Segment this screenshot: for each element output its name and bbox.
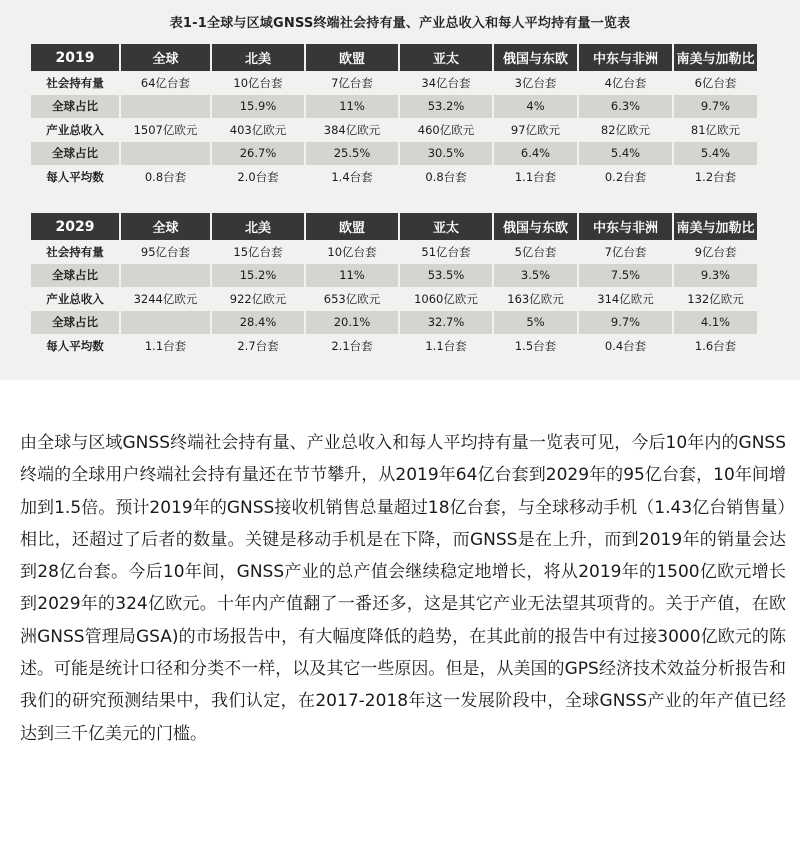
column-header: 亚太 bbox=[400, 44, 492, 71]
table-cell: 384亿欧元 bbox=[323, 122, 381, 137]
table-cell: 922亿欧元 bbox=[229, 291, 287, 306]
column-header: 俄国与东欧 bbox=[494, 44, 577, 71]
row-label: 产业总收入 bbox=[46, 122, 104, 137]
table-cell: 97亿欧元 bbox=[510, 122, 561, 137]
table-cell: 2.0台套 bbox=[237, 169, 279, 184]
table-cell: 81亿欧元 bbox=[690, 122, 741, 137]
table-cell: 7亿台套 bbox=[331, 75, 373, 90]
column-header: 俄国与东欧 bbox=[494, 213, 577, 240]
table-cell: 0.8台套 bbox=[425, 169, 467, 184]
table-cell: 28.4% bbox=[212, 311, 304, 335]
table-cell: 51亿台套 bbox=[421, 244, 471, 259]
table-cell bbox=[121, 264, 210, 288]
row-label: 社会持有量 bbox=[46, 75, 104, 90]
table-cell: 4% bbox=[494, 95, 577, 119]
table-cell: 15.9% bbox=[212, 95, 304, 119]
table-cell: 64亿台套 bbox=[140, 75, 191, 90]
table-cell bbox=[121, 311, 210, 335]
table-cell: 95亿台套 bbox=[140, 244, 191, 259]
table-row bbox=[31, 240, 757, 264]
row-label: 每人平均数 bbox=[46, 338, 104, 353]
table-cell: 403亿欧元 bbox=[229, 122, 287, 137]
row-label: 每人平均数 bbox=[46, 169, 104, 184]
column-header: 南美与加勒比 bbox=[674, 213, 757, 240]
year-cell: 2029 bbox=[31, 213, 119, 240]
table-cell: 3244亿欧元 bbox=[133, 291, 198, 306]
row-label: 全球占比 bbox=[31, 311, 119, 335]
table-cell: 0.8台套 bbox=[144, 169, 187, 184]
table-cell: 9亿台套 bbox=[694, 244, 737, 259]
table-cell: 10亿台套 bbox=[327, 244, 377, 259]
table-cell: 1060亿欧元 bbox=[414, 291, 478, 306]
table-cell: 30.5% bbox=[400, 142, 492, 166]
column-header: 全球 bbox=[121, 213, 210, 240]
table-cell: 11% bbox=[306, 95, 398, 119]
table-cell: 6.4% bbox=[494, 142, 577, 166]
table-cell: 34亿台套 bbox=[421, 75, 471, 90]
table-cell: 20.1% bbox=[306, 311, 398, 335]
table-cell: 82亿欧元 bbox=[600, 122, 651, 137]
column-header: 欧盟 bbox=[306, 44, 398, 71]
table-cell: 5.4% bbox=[579, 142, 672, 166]
table-cell: 15亿台套 bbox=[233, 244, 283, 259]
table-cell: 314亿欧元 bbox=[597, 291, 654, 306]
table-cell: 6.3% bbox=[579, 95, 672, 119]
table-cell: 1.6台套 bbox=[694, 338, 737, 353]
table-cell: 5% bbox=[494, 311, 577, 335]
table-cell: 3.5% bbox=[494, 264, 577, 288]
table-cell: 4亿台套 bbox=[604, 75, 647, 90]
table-cell: 9.7% bbox=[674, 95, 757, 119]
table-row bbox=[31, 95, 757, 119]
table-cell: 1.1台套 bbox=[425, 338, 467, 353]
table-cell: 1.2台套 bbox=[694, 169, 737, 184]
table-cell: 32.7% bbox=[400, 311, 492, 335]
table-cell: 4.1% bbox=[674, 311, 757, 335]
table-cell: 5.4% bbox=[674, 142, 757, 166]
table-cell: 7.5% bbox=[579, 264, 672, 288]
table-cell: 3亿台套 bbox=[514, 75, 557, 90]
table-cell: 26.7% bbox=[212, 142, 304, 166]
table-cell: 460亿欧元 bbox=[417, 122, 475, 137]
table-photo bbox=[0, 0, 800, 380]
row-label: 全球占比 bbox=[31, 142, 119, 166]
table-cell bbox=[121, 95, 210, 119]
article-paragraph: 由全球与区域GNSS终端社会持有量、产业总收入和每人平均持有量一览表可见，今后10年内的GNSS终端的全球用户终端社会持有量还在节节攀升，从2019年64亿台套到2029年的95亿台套，10年间增加到1.5倍。预计2019年的GNSS接收机销售总量超过18亿台套，与全球移动手机（1.43亿台销售量）相比，还超过了后者的数量。关键是移动手机是在下降，而GNSS是在上升，而到2019年的销量会达到28亿台套。今后10年间，GNSS产业的总产值会继续稳定地增长，将从2019年的1500亿欧元增长到2029年的324亿欧元。十年内产值翻了一番还多，这是其它产业无法望其项背的。关于产值，在欧洲GNSS管理局GSA)的市场报告中，有大幅度降低的趋势，在其此前的报告中有过接3000亿欧元的陈述。可能是统计口径和分类不一样，以及其它一些原因。但是，从美国的GPS经济技术效益分析报告和我们的研究预测结果中，我们认定，在2017-2018年这一发展阶段中，全球GNSS产业的年产值已经达到三千亿美元的门槛。 bbox=[20, 433, 786, 744]
table-cell: 1507亿欧元 bbox=[133, 122, 198, 137]
table-cell bbox=[121, 142, 210, 166]
table-row bbox=[31, 287, 757, 311]
table-cell: 1.4台套 bbox=[331, 169, 373, 184]
column-header: 全球 bbox=[121, 44, 210, 71]
table-cell: 25.5% bbox=[306, 142, 398, 166]
table-cell: 1.1台套 bbox=[144, 338, 187, 353]
table-row bbox=[31, 118, 757, 142]
column-header: 南美与加勒比 bbox=[674, 44, 757, 71]
table-cell: 5亿台套 bbox=[514, 244, 557, 259]
gnss-table-2029 bbox=[29, 213, 759, 358]
column-header: 中东与非洲 bbox=[579, 213, 672, 240]
table-cell: 132亿欧元 bbox=[687, 291, 744, 306]
table-cell: 2.1台套 bbox=[331, 338, 373, 353]
table-title: 表1-1全球与区域GNSS终端社会持有量、产业总收入和每人平均持有量一览表 bbox=[169, 16, 631, 31]
table-cell: 1.1台套 bbox=[514, 169, 557, 184]
table-header-row bbox=[31, 44, 757, 71]
table-cell: 9.7% bbox=[579, 311, 672, 335]
table-cell: 53.2% bbox=[400, 95, 492, 119]
table-row bbox=[31, 334, 757, 358]
row-label: 全球占比 bbox=[31, 95, 119, 119]
row-label: 社会持有量 bbox=[46, 244, 104, 259]
table-cell: 6亿台套 bbox=[694, 75, 737, 90]
table-cell: 2.7台套 bbox=[237, 338, 279, 353]
gnss-table-2019 bbox=[29, 44, 759, 189]
table-row bbox=[31, 142, 757, 166]
table-cell: 0.4台套 bbox=[604, 338, 647, 353]
row-label: 产业总收入 bbox=[46, 291, 104, 306]
row-label: 全球占比 bbox=[31, 264, 119, 288]
column-header: 亚太 bbox=[400, 213, 492, 240]
table-row bbox=[31, 71, 757, 95]
column-header: 北美 bbox=[212, 213, 304, 240]
column-header: 中东与非洲 bbox=[579, 44, 672, 71]
table-cell: 1.5台套 bbox=[514, 338, 557, 353]
column-header: 欧盟 bbox=[306, 213, 398, 240]
table-cell: 9.3% bbox=[674, 264, 757, 288]
year-cell: 2019 bbox=[31, 44, 119, 71]
table-row bbox=[31, 311, 757, 335]
column-header: 北美 bbox=[212, 44, 304, 71]
table-cell: 53.5% bbox=[400, 264, 492, 288]
table-cell: 7亿台套 bbox=[604, 244, 647, 259]
table-cell: 0.2台套 bbox=[604, 169, 647, 184]
table-row bbox=[31, 264, 757, 288]
table-header-row bbox=[31, 213, 757, 240]
table-cell: 15.2% bbox=[212, 264, 304, 288]
table-cell: 653亿欧元 bbox=[323, 291, 381, 306]
table-row bbox=[31, 165, 757, 189]
table-cell: 10亿台套 bbox=[233, 75, 283, 90]
table-cell: 163亿欧元 bbox=[507, 291, 564, 306]
table-cell: 11% bbox=[306, 264, 398, 288]
